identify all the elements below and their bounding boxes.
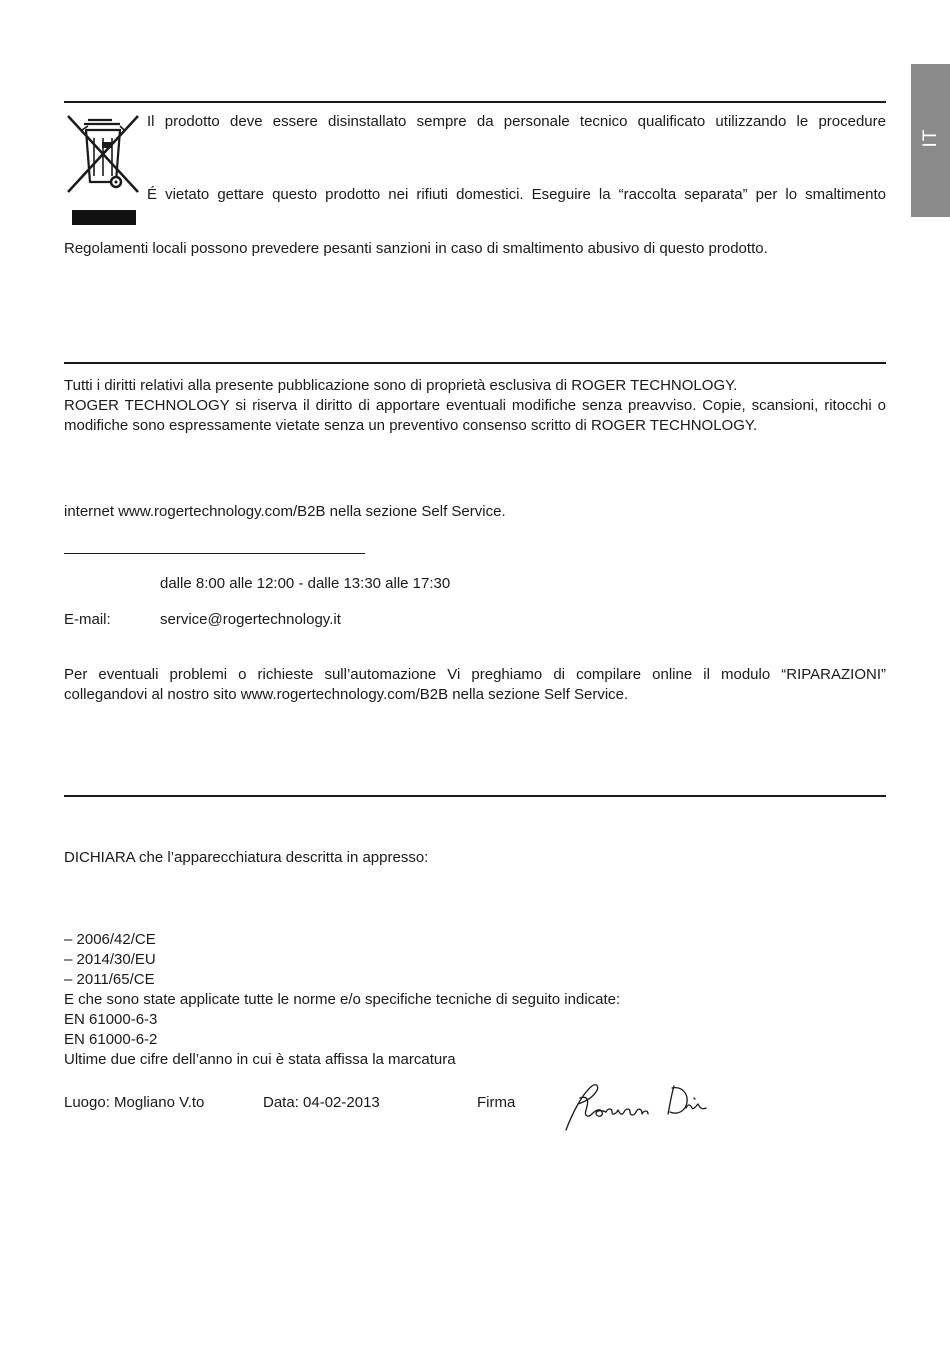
norms-intro: E che sono state applicate tutte le norme e/o specifiche tecniche di seguito indicate: [64, 991, 621, 1008]
email-address: service@rogertechnology.it [160, 611, 341, 628]
section-divider [64, 362, 886, 364]
service-internet-text: internet www.rogertechnology.com/B2B nella sezione Self Service. [64, 503, 506, 520]
rights-line-2: ROGER TECHNOLOGY si riserva il diritto di apportare eventuali modifiche senza preavviso. Copie, scansioni, ritocchi o [64, 397, 886, 414]
declaration-date: Data: 04-02-2013 [263, 1094, 380, 1111]
section-divider [64, 795, 886, 797]
repair-line-2: collegandovi al nostro sito www.rogertechnology.com/B2B nella sezione Self Service. [64, 686, 629, 703]
service-hours: dalle 8:00 alle 12:00 - dalle 13:30 alle 17:30 [160, 575, 451, 592]
language-tab [911, 64, 950, 217]
email-label: E-mail: [64, 611, 111, 628]
weee-bin-icon [64, 112, 140, 228]
disposal-text-line-1: Il prodotto deve essere disinstallato sempre da personale tecnico qualificato utilizzando le procedure [147, 113, 886, 130]
signature-label: Firma [477, 1094, 516, 1111]
language-tab-label: IT [919, 128, 941, 148]
disposal-text-line-2: É vietato gettare questo prodotto nei rifiuti domestici. Eseguire la “raccolta separata” per lo smaltimento [147, 186, 886, 203]
repair-paragraph [64, 665, 886, 705]
directive-item: – 2014/30/EU [64, 951, 156, 968]
declaration-intro: DICHIARA che l’apparecchiatura descritta in appresso: [64, 849, 429, 866]
marking-note: Ultime due cifre dell’anno in cui è stata affissa la marcatura [64, 1051, 456, 1068]
declaration-list [64, 930, 886, 1070]
service-email-row [64, 610, 341, 630]
rights-paragraph [64, 376, 886, 436]
rights-line-1: Tutti i diritti relativi alla presente pubblicazione sono di proprietà esclusiva di ROGER TECHNOLOGY. [64, 377, 738, 394]
directive-item: – 2011/65/CE [64, 971, 155, 988]
disposal-text-line-3: Regolamenti locali possono prevedere pesanti sanzioni in caso di smaltimento abusivo di questo prodotto. [64, 240, 768, 257]
norm-item: EN 61000-6-2 [64, 1031, 158, 1048]
repair-line-1: Per eventuali problemi o richieste sull’automazione Vi preghiamo di compilare online il modulo “RIPARAZIONI” [64, 666, 886, 683]
directive-item: – 2006/42/CE [64, 931, 156, 948]
declaration-place: Luogo: Mogliano V.to [64, 1094, 205, 1111]
service-divider [64, 553, 365, 554]
signature-image [560, 1080, 710, 1136]
section-divider [64, 101, 886, 103]
rights-line-3: modifiche sono espressamente vietate senza un preventivo consenso scritto di ROGER TECHNOLOGY. [64, 417, 758, 434]
norm-item: EN 61000-6-3 [64, 1011, 158, 1028]
